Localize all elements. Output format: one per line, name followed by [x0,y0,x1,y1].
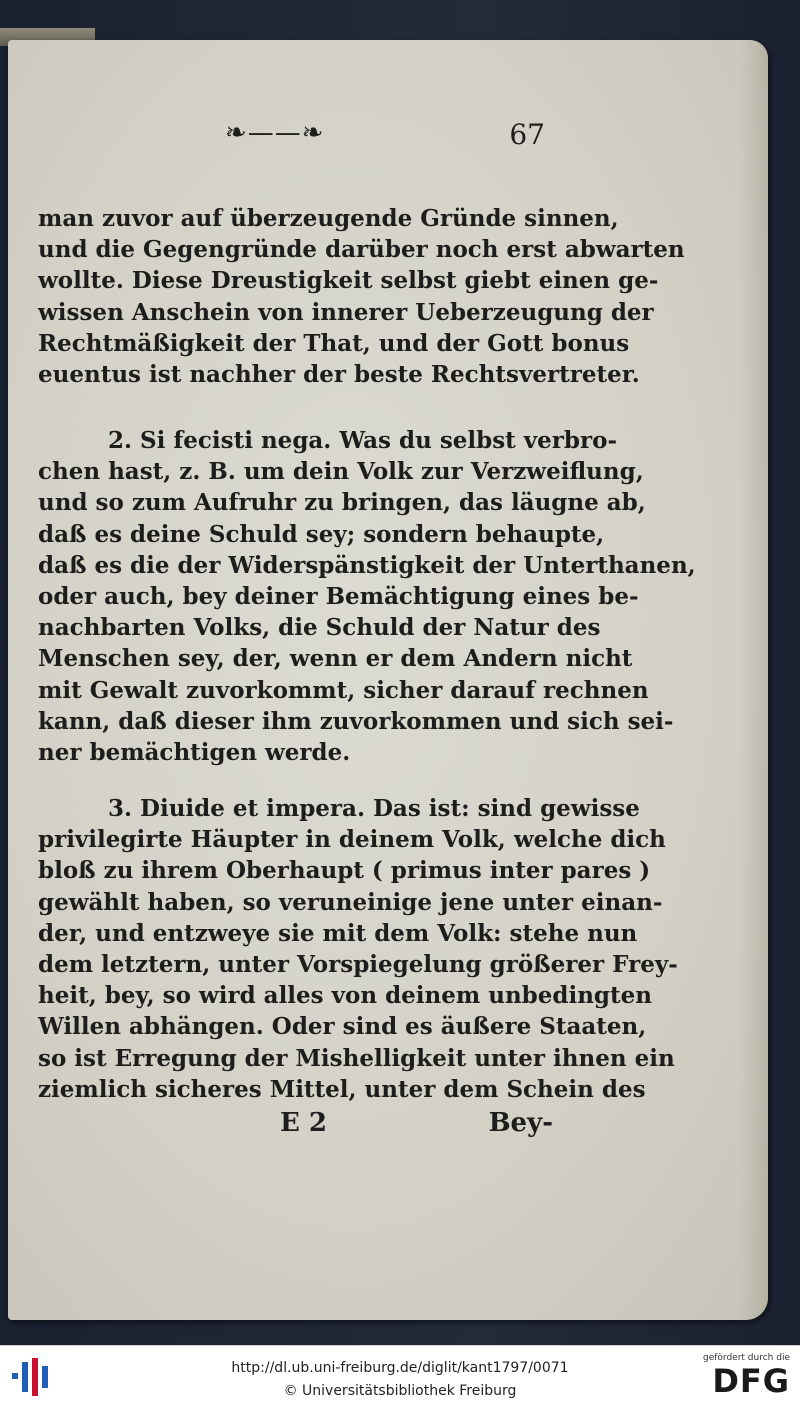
text-line: dem letztern, unter Vorspiegelung größerer Frey- [38,951,678,978]
text-line: ner bemächtigen werde. [38,739,351,766]
text-line: 2. Si fecisti nega. Was du selbst verbro- [108,427,617,454]
signature-mark: E 2 [280,1108,327,1138]
dfg-tagline: gefördert durch die [703,1353,790,1363]
text-line: mit Gewalt zuvorkommt, sicher darauf rechnen [38,676,649,704]
text-line: wissen Anschein von innerer Ueberzeugung der [38,298,654,326]
text-line: bloß zu ihrem Oberhaupt ( primus inter pares ) [38,857,651,885]
text-line: so ist Erregung der Mishelligkeit unter ihnen ein [38,1044,675,1072]
text-line: ziemlich sicheres Mittel, unter dem Schein des [38,1075,646,1103]
text-line: oder auch, bey deiner Bemächtigung eines be- [38,583,639,610]
running-head [225,118,545,158]
text-line: daß es die der Widerspänstigkeit der Unterthanen, [38,551,696,579]
page-number: 67 [509,118,545,151]
text-line: und so zum Aufruhr zu bringen, das läugne ab, [38,489,646,517]
text-line: Rechtmäßigkeit der That, und der Gott bonus [38,329,630,357]
text-line: privilegirte Häupter in deinem Volk, welche dich [38,826,666,854]
text-line: daß es deine Schuld sey; sondern behaupte, [38,520,605,548]
text-line: gewählt haben, so veruneinige jene unter einan- [38,888,663,916]
text-line: der, und entzweye sie mit dem Volk: stehe nun [38,919,638,947]
dfg-logo[interactable]: DFG [712,1362,790,1400]
text-line: 3. Diuide et impera. Das ist: sind gewisse [108,795,640,822]
text-line: wollte. Diese Dreustigkeit selbst giebt einen ge- [38,267,659,295]
text-line: chen hast, z. B. um dein Volk zur Verzweiflung, [38,458,644,486]
text-line: heit, bey, so wird alles von deinem unbedingten [38,982,652,1010]
text-line: und die Gegengründe darüber noch erst abwarten [38,236,685,264]
catchword: Bey- [488,1108,553,1138]
text-line: Willen abhängen. Oder sind es äußere Staaten, [38,1013,647,1041]
text-line: kann, daß dieser ihm zuvorkommen und sich sei- [38,707,674,735]
viewer-footer [0,1345,800,1406]
page-edge-shadow [740,40,768,1320]
text-line: euentus ist nachher der beste Rechtsvertreter. [38,361,640,388]
page-footer-line [280,1108,553,1142]
copyright-notice: © Universitätsbibliothek Freiburg [283,1383,517,1399]
source-url-link[interactable]: http://dl.ub.uni-freiburg.de/diglit/kant1797/0071 [231,1360,569,1376]
text-line: man zuvor auf überzeugende Gründe sinnen, [38,205,619,232]
text-line: nachbarten Volks, die Schuld der Natur des [38,614,601,642]
head-ornament: ❧——❧ [225,118,325,148]
text-line: Menschen sey, der, wenn er dem Andern nicht [38,645,633,673]
